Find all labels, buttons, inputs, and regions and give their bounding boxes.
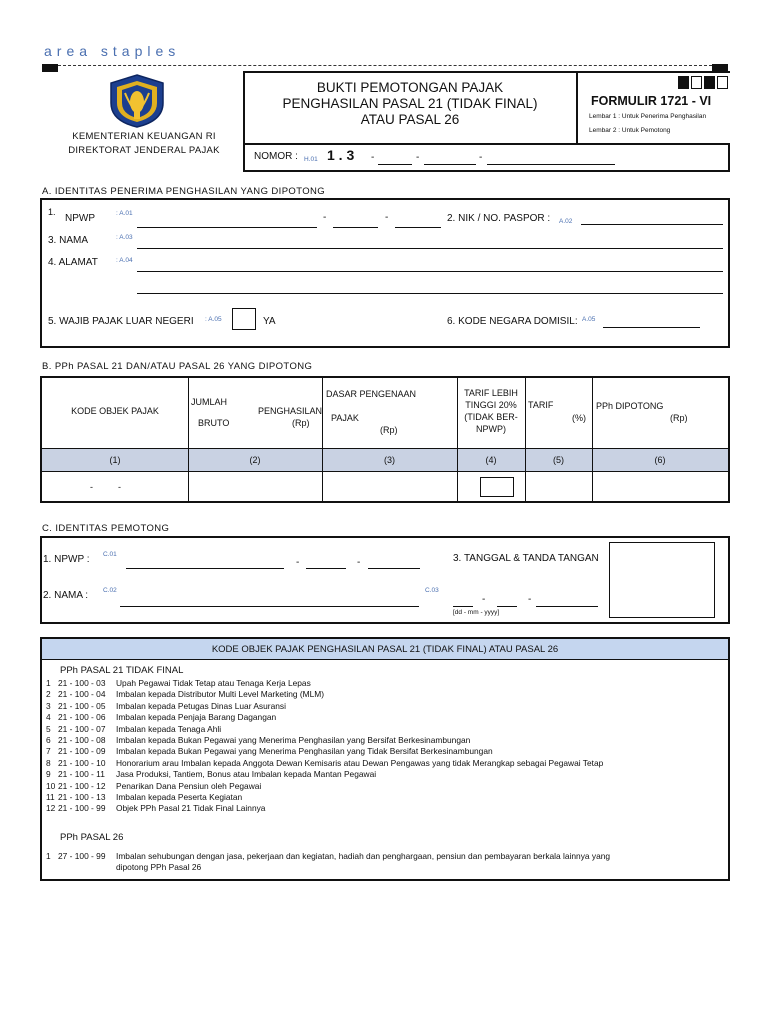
- codes-title: KODE OBJEK PAJAK PENGHASILAN PASAL 21 (TIDAK FINAL) ATAU PASAL 26: [211, 644, 559, 655]
- a-npwp-field-1[interactable]: [137, 227, 317, 228]
- code-item-num: 12: [46, 803, 56, 814]
- b-col3-header-b: PAJAK: [331, 413, 359, 423]
- a-npwp-field-3[interactable]: [395, 227, 441, 228]
- code-item-desc: Imbalan kepada Bukan Pegawai yang Menerima Penghasilan yang Tidak Bersifat Berkesinambungan: [116, 746, 493, 757]
- code-item-code: 21 - 100 - 99: [58, 803, 106, 814]
- code-item-code: 21 - 100 - 07: [58, 723, 106, 734]
- a-wpln-label: 5. WAJIB PAJAK LUAR NEGERI: [48, 316, 194, 327]
- header-divider-right: [576, 71, 578, 144]
- header-right-edge: [728, 143, 730, 172]
- b-col-line-4: [525, 378, 526, 501]
- c-date-dash-1: -: [482, 594, 486, 605]
- b-row-tarif-lebih-checkbox[interactable]: [480, 477, 514, 497]
- a-negara-label: 6. KODE NEGARA DOMISIL:: [447, 316, 578, 327]
- section-a-title: A. IDENTITAS PENERIMA PENGHASILAN YANG DIPOTONG: [42, 186, 326, 197]
- code-item-code: 21 - 100 - 12: [58, 780, 106, 791]
- form-title-line3: ATAU PASAL 26: [360, 112, 460, 127]
- staples-label: area staples: [44, 43, 181, 59]
- staple-mark-left: [42, 64, 58, 72]
- b-col-line-5: [592, 378, 593, 501]
- b-col5-header-b: (%): [572, 413, 586, 423]
- b-col3-header-a: DASAR PENGENAAN: [326, 389, 417, 399]
- c-nama-label: 2. NAMA :: [43, 590, 89, 601]
- b-row-pph-field[interactable]: [594, 473, 727, 501]
- a-wpln-code: : A.05: [205, 316, 222, 323]
- a-npwp-dash-1: -: [323, 212, 327, 223]
- sheet-1-note: Lembar 1 : Untuk Penerima Penghasilan: [589, 113, 707, 120]
- code-item-num: 9: [46, 769, 51, 780]
- code-item-code: 21 - 100 - 03: [58, 678, 106, 688]
- b-col6-header-a: PPh DIPOTONG: [596, 401, 664, 411]
- c-npwp-field-1[interactable]: [126, 568, 284, 569]
- code-item-desc: Honorarium arau Imbalan kepada Anggota Dewan Kemisaris atau Dewan Pengawas yang tidak Merangkap sebagai Pegawai Tetap: [116, 757, 604, 768]
- code-item-26-desc-2: dipotong PPh Pasal 26: [116, 862, 202, 872]
- directorate-name: DIREKTORAT JENDERAL PAJAK: [68, 145, 220, 156]
- ministry-name: KEMENTERIAN KEUANGAN RI: [72, 131, 216, 142]
- b-num-2: (2): [249, 455, 261, 465]
- code-item-num: 7: [46, 746, 51, 757]
- header-top-line: [243, 71, 730, 73]
- b-col3-header-c: (Rp): [380, 425, 398, 435]
- code-item-26-num: 1: [46, 851, 51, 861]
- a-alamat-field-2[interactable]: [137, 293, 723, 294]
- code-item-code: 21 - 100 - 11: [58, 769, 105, 780]
- c-npwp-code: C.01: [103, 551, 117, 558]
- code-item-desc: Objek PPh Pasal 21 Tidak Final Lainnya: [116, 803, 266, 814]
- section-b-title: B. PPh PASAL 21 DAN/ATAU PASAL 26 YANG DIPOTONG: [42, 361, 313, 372]
- header-mid-line: [243, 143, 730, 145]
- code-item-desc: Imbalan kepada Distributor Multi Level Marketing (MLM): [116, 689, 325, 700]
- form-title-line1: BUKTI PEMOTONGAN PAJAK: [316, 80, 504, 95]
- code-item-code: 21 - 100 - 05: [58, 700, 106, 711]
- a-nik-label: 2. NIK / NO. PASPOR :: [447, 213, 551, 224]
- code-item-desc: Penarikan Dana Pensiun oleh Pegawai: [116, 780, 262, 791]
- sheet-2-note: Lembar 2 : Untuk Pemotong: [589, 127, 671, 134]
- c-nama-code: C.02: [103, 587, 117, 594]
- a-nama-field[interactable]: [137, 248, 723, 249]
- b-col5-header-a: TARIF: [528, 400, 554, 410]
- a-nama-code: : A.03: [116, 234, 133, 241]
- form-number: FORMULIR 1721 - VI: [591, 94, 712, 108]
- code-item-num: 8: [46, 757, 51, 768]
- nomor-prefix: 1 . 3: [327, 147, 355, 163]
- nomor-field-2[interactable]: [424, 164, 476, 165]
- a-npwp-dash-2: -: [385, 212, 389, 223]
- a-npwp-num: 1.: [48, 207, 56, 217]
- code-item-num: 3: [46, 700, 51, 711]
- nomor-dash-2: -: [416, 152, 420, 163]
- a-alamat-field-1[interactable]: [137, 271, 723, 272]
- code-item-num: 4: [46, 712, 51, 723]
- code-item-code: 21 - 100 - 09: [58, 746, 106, 757]
- nomor-dash-1: -: [371, 152, 375, 163]
- c-nama-field[interactable]: [120, 606, 419, 607]
- codes-group-1: PPh PASAL 21 TIDAK FINAL: [60, 665, 184, 676]
- a-nik-field[interactable]: [581, 224, 723, 225]
- a-ya-label: YA: [263, 316, 276, 327]
- nomor-code: H.01: [304, 156, 318, 163]
- a-npwp-label: NPWP: [65, 213, 95, 224]
- a-npwp-field-2[interactable]: [333, 227, 378, 228]
- a-alamat-label: 4. ALAMAT: [48, 257, 98, 268]
- c-npwp-label: 1. NPWP :: [43, 554, 90, 565]
- code-item-code: 21 - 100 - 13: [58, 792, 106, 802]
- a-negara-code: A.05: [582, 316, 596, 323]
- nomor-field-1[interactable]: [378, 164, 412, 165]
- b-col4-header-b: TINGGI 20%: [465, 400, 517, 410]
- c-npwp-field-3[interactable]: [368, 568, 420, 569]
- header-bottom-line: [243, 170, 730, 172]
- code-item-desc: Imbalan kepada Bukan Pegawai yang Menerima Penghasilan yang Bersifat Berkesinambungan: [116, 735, 471, 745]
- code-item-26-desc-1: Imbalan sehubungan dengan jasa, pekerjaan dan kegiatan, hadiah dan penghargaan, pensiun dan pembayaran berkala lainnya yang: [116, 851, 611, 861]
- form-code-boxes: [678, 76, 730, 90]
- a-wpln-checkbox[interactable]: [232, 308, 256, 330]
- c-tanggal-label: 3. TANGGAL & TANDA TANGAN: [453, 553, 599, 564]
- b-num-1: (1): [109, 455, 121, 465]
- code-item-desc: Imbalan kepada Peserta Kegiatan: [116, 792, 243, 802]
- ministry-emblem-icon: [105, 73, 169, 129]
- code-item-num: 10: [46, 780, 56, 791]
- ministry-logo: [105, 73, 169, 129]
- code-item-num: 2: [46, 689, 51, 700]
- a-nama-label: 3. NAMA: [48, 235, 89, 246]
- code-item-code: 21 - 100 - 08: [58, 735, 106, 745]
- b-col6-header-b: (Rp): [670, 413, 688, 423]
- a-nik-code: A.02: [559, 218, 573, 225]
- c-npwp-dash-2: -: [357, 557, 361, 568]
- b-col-line-2: [322, 378, 323, 501]
- b-num-5: (5): [553, 455, 564, 465]
- code-item-desc: Imbalan kepada Petugas Dinas Luar Asuransi: [116, 700, 286, 711]
- c-date-field-1[interactable]: [453, 606, 473, 607]
- nomor-dash-3: -: [479, 152, 483, 163]
- b-row-line-2: [42, 471, 728, 472]
- c-signature-box[interactable]: [609, 542, 715, 618]
- code-item-num: 5: [46, 723, 51, 734]
- code-item-desc: Upah Pegawai Tidak Tetap atau Tenaga Kerja Lepas: [116, 678, 311, 688]
- b-num-3: (3): [384, 455, 395, 465]
- codes-group-2: PPh PASAL 26: [60, 832, 124, 843]
- b-col2-header-b: PENGHASILAN: [258, 406, 323, 416]
- nomor-label: NOMOR :: [254, 151, 298, 162]
- b-col1-header: KODE OBJEK PAJAK: [71, 406, 159, 416]
- code-item-num: 11: [46, 792, 55, 802]
- code-item-desc: Imbalan kepada Tenaga Ahli: [116, 723, 222, 734]
- b-row-dasar-field[interactable]: [324, 473, 456, 501]
- c-tanggal-code: C.03: [425, 587, 439, 594]
- b-col4-header-d: NPWP): [476, 424, 506, 434]
- c-npwp-field-2[interactable]: [306, 568, 346, 569]
- b-row-tarif-field[interactable]: [527, 473, 591, 501]
- code-item-code: 21 - 100 - 06: [58, 712, 106, 723]
- code-item-num: 1: [46, 678, 51, 688]
- b-row-jumlah-field[interactable]: [190, 473, 321, 501]
- nomor-field-3[interactable]: [487, 164, 615, 165]
- staples-dashed-line: [58, 65, 712, 66]
- a-negara-field[interactable]: [603, 327, 700, 328]
- section-c-title: C. IDENTITAS PEMOTONG: [42, 523, 170, 534]
- code-item-26-code: 27 - 100 - 99: [58, 851, 106, 861]
- b-row-line-1: [42, 448, 728, 449]
- b-col2-header-c: BRUTO: [198, 418, 230, 428]
- code-item-code: 21 - 100 - 10: [58, 757, 106, 768]
- a-alamat-code: : A.04: [116, 257, 133, 264]
- b-num-4: (4): [485, 455, 497, 465]
- c-date-dash-2: -: [528, 594, 532, 605]
- b-col2-header-a: JUMLAH: [191, 397, 228, 407]
- b-col4-header-a: TARIF LEBIH: [464, 388, 518, 398]
- code-item-desc: Jasa Produksi, Tantiem, Bonus atau Imbalan kepada Mantan Pegawai: [116, 769, 377, 780]
- c-date-format: [dd - mm - yyyy]: [453, 609, 500, 616]
- c-date-field-2[interactable]: [497, 606, 517, 607]
- c-npwp-dash-1: -: [296, 557, 300, 568]
- b-num-6: (6): [654, 455, 666, 465]
- a-npwp-code: : A.01: [116, 210, 133, 217]
- b-col2-header-d: (Rp): [292, 418, 310, 428]
- b-col-line-1: [188, 378, 189, 501]
- code-item-code: 21 - 100 - 04: [58, 689, 106, 700]
- b-row-kode-field[interactable]: - -: [90, 482, 121, 492]
- code-item-num: 6: [46, 735, 51, 745]
- b-col4-header-c: (TIDAK BER-: [464, 412, 518, 422]
- c-date-field-3[interactable]: [536, 606, 598, 607]
- code-item-desc: Imbalan kepada Penjaja Barang Dagangan: [116, 712, 277, 723]
- form-title-line2: PENGHASILAN PASAL 21 (TIDAK FINAL): [282, 96, 538, 111]
